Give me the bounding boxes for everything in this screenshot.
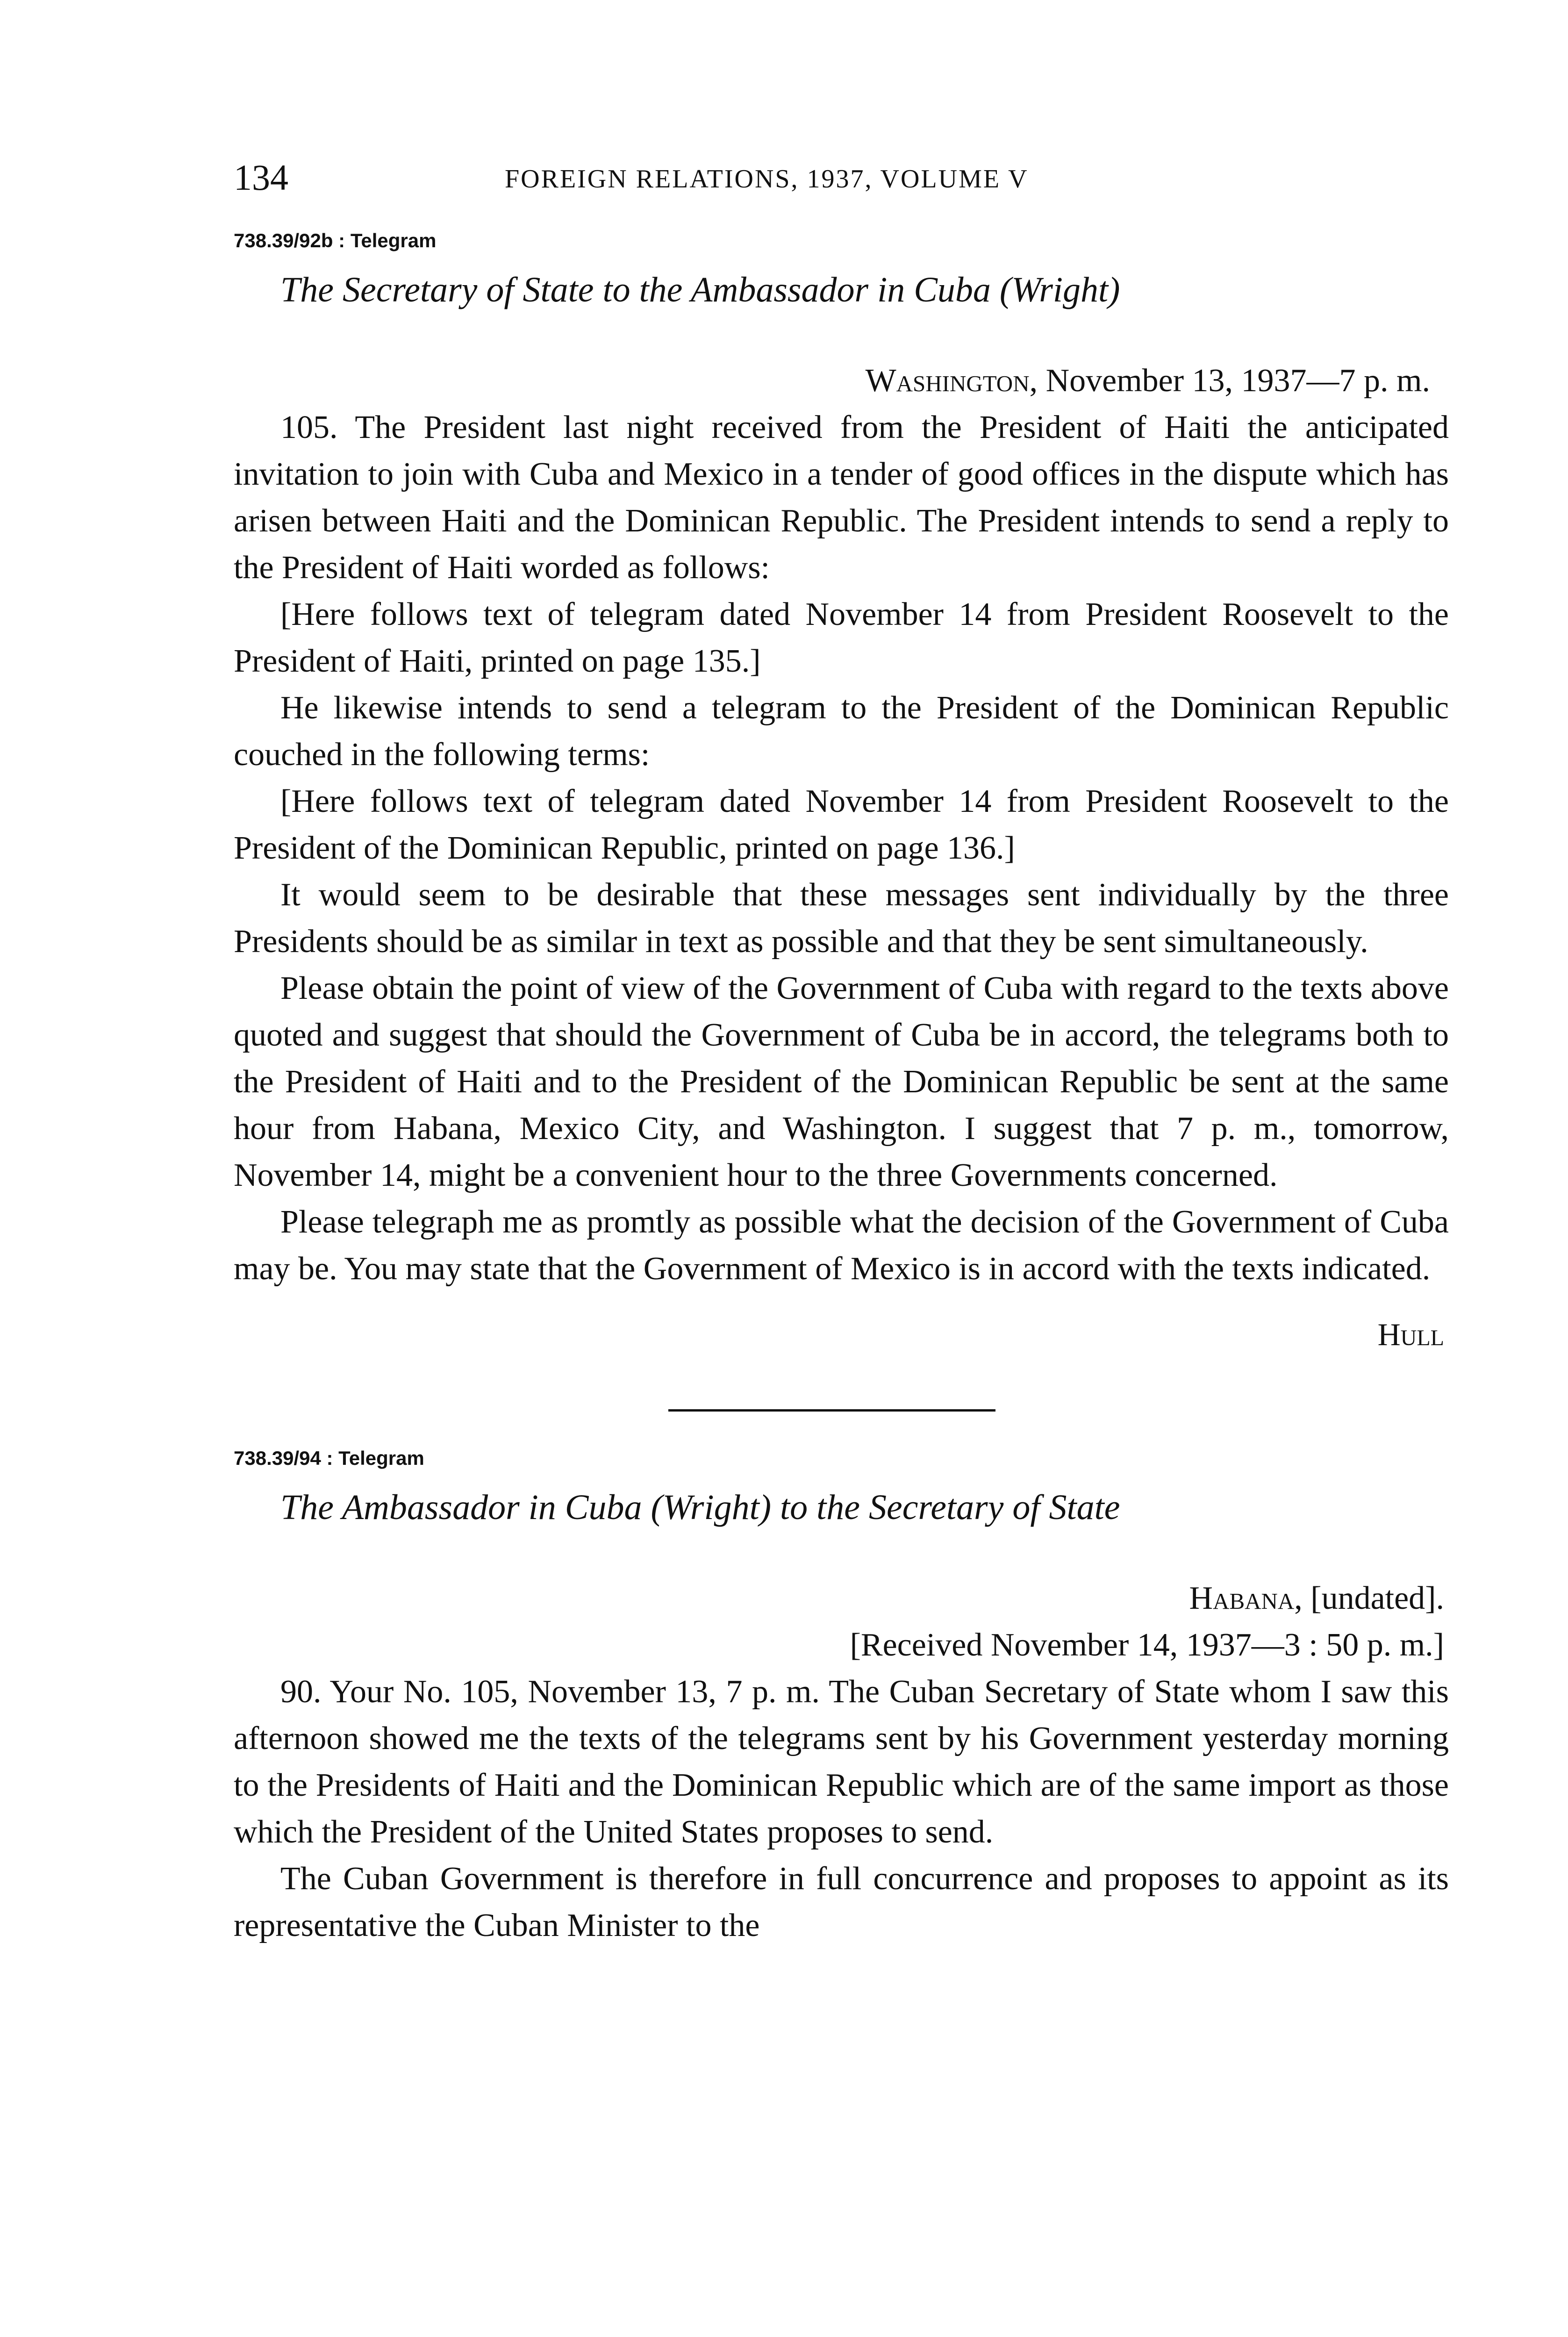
file-reference: 738.39/92b : Telegram <box>234 229 437 251</box>
dateline-place: Washington <box>865 363 1030 399</box>
dateline-place: Habana <box>1189 1580 1295 1616</box>
body-paragraph: It would seem to be desirable that these messages sent individually by the three Presidents should be as similar in text as possible and that they be sent simultaneously. <box>234 877 1449 960</box>
dateline <box>234 1575 1449 1622</box>
dateline <box>234 358 1449 404</box>
received-line: [Received November 14, 1937—3 : 50 p. m.] <box>850 1627 1444 1663</box>
body-paragraph: The Cuban Government is therefore in full concurrence and proposes to appoint as its representative the Cuban Minister to the <box>234 1861 1449 1943</box>
body-paragraph: [Here follows text of telegram dated November 14 from President Roosevelt to the President of the Dominican Republic, printed on page 136.] <box>234 783 1449 866</box>
body-paragraph: 90. Your No. 105, November 13, 7 p. m. The Cuban Secretary of State whom I saw this afternoon showed me the texts of the telegrams sent by his Government yesterday morning to the Presidents of Haiti and the Dominican Republic which are of the same import as those which the President of the United States proposes to send. <box>234 1674 1449 1850</box>
running-head <box>234 154 1449 201</box>
page-number: 134 <box>234 157 288 198</box>
signature: Hull <box>1377 1317 1444 1352</box>
document-entry-2 <box>234 1444 1449 1949</box>
document-entry-1 <box>234 227 1449 1358</box>
dateline-date: , [undated]. <box>1294 1580 1444 1616</box>
body-paragraph: [Here follows text of telegram dated November 14 from President Roosevelt to the President of Haiti, printed on page 135.] <box>234 596 1449 679</box>
file-reference: 738.39/94 : Telegram <box>234 1447 424 1469</box>
dateline-date: , November 13, 1937—7 p. m. <box>1029 363 1430 399</box>
document-title: The Ambassador in Cuba (Wright) to the Secretary of State <box>280 1488 1120 1527</box>
body-paragraph: Please telegraph me as promtly as possible what the decision of the Government of Cuba may be. You may state that the Government of Mexico is in accord with the texts indicated. <box>234 1204 1449 1287</box>
section-divider <box>668 1409 995 1412</box>
body-paragraph: 105. The President last night received from the President of Haiti the anticipated invitation to join with Cuba and Mexico in a tender of good offices in the dispute which has arisen between Haiti and the Dominican Republic. The President intends to send a reply to the President of Haiti worded as follows: <box>234 409 1449 586</box>
body-paragraph: Please obtain the point of view of the Government of Cuba with regard to the texts above quoted and suggest that should the Government of Cuba be in accord, the telegrams both to the President of Haiti and to the President of the Dominican Republic be sent at the same hour from Habana, Mexico City, and Washington. I suggest that 7 p. m., tomorrow, November 14, might be a convenient hour to the three Governments concerned. <box>234 970 1449 1193</box>
document-page <box>234 154 1449 1949</box>
running-title: FOREIGN RELATIONS, 1937, VOLUME V <box>505 165 1029 194</box>
document-title: The Secretary of State to the Ambassador in Cuba (Wright) <box>280 270 1120 309</box>
body-paragraph: He likewise intends to send a telegram to the President of the Dominican Republic couched in the following terms: <box>234 690 1449 773</box>
